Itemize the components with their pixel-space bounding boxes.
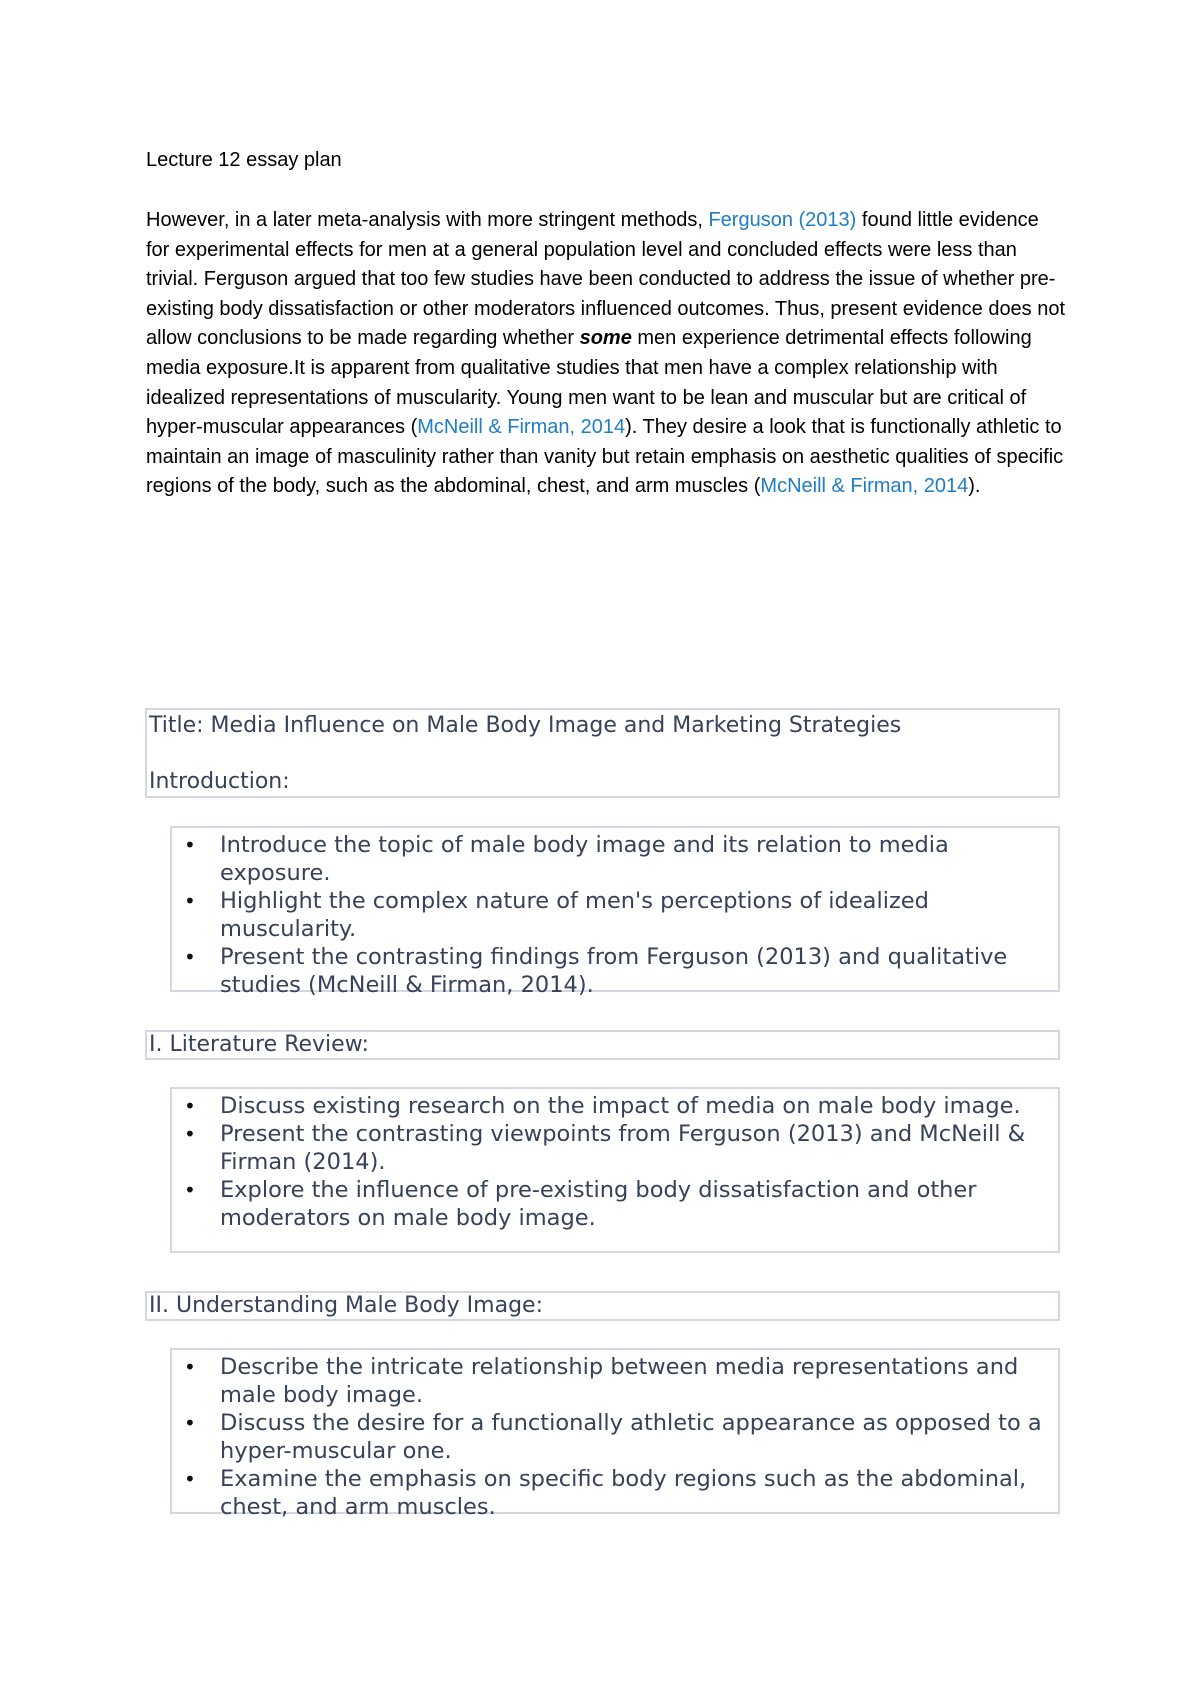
introduction-label: Introduction: xyxy=(149,769,290,794)
bullet-icon: • xyxy=(184,1122,196,1146)
outline-title-box xyxy=(145,708,1060,798)
section-2-label: II. Understanding Male Body Image: xyxy=(149,1293,543,1318)
list-item xyxy=(172,831,1058,887)
list-item-text: Describe the intricate relationship between media representations and male body image. xyxy=(220,1354,1019,1408)
list-item xyxy=(172,1465,1058,1521)
section-2-box xyxy=(145,1291,1060,1321)
list-item-text: Explore the influence of pre-existing body dissatisfaction and other moderators on male body image. xyxy=(220,1177,977,1231)
bullet-icon: • xyxy=(184,1094,196,1118)
body-paragraph xyxy=(146,206,1066,502)
list-item-text: Discuss the desire for a functionally athletic appearance as opposed to a hyper-muscular one. xyxy=(220,1410,1042,1464)
list-item xyxy=(172,1409,1058,1465)
bullet-icon: • xyxy=(184,889,196,913)
section-2-list xyxy=(172,1353,1058,1521)
citation-link[interactable]: McNeill & Firman, 2014 xyxy=(417,416,626,439)
list-item xyxy=(172,1120,1058,1176)
list-item xyxy=(172,1353,1058,1409)
paragraph-text: However, in a later meta-analysis with more stringent methods, xyxy=(146,209,709,231)
list-item-text: Highlight the complex nature of men's perceptions of idealized muscularity. xyxy=(220,888,929,942)
citation-link[interactable]: Ferguson (2013) xyxy=(708,209,857,231)
paragraph-text: men experience detrimental effects following media exposure.It is apparent from qualitative studies that men have a complex relationship with idealized representations of muscularity. Young men want to be lean and muscular but are critical of hyper-muscular appearances ( xyxy=(146,327,1032,439)
bullet-icon: • xyxy=(184,1411,196,1435)
section-1-label: I. Literature Review: xyxy=(149,1032,369,1057)
emphasis-text: some xyxy=(579,327,632,350)
bullet-icon: • xyxy=(184,1467,196,1491)
introduction-list-box xyxy=(170,826,1060,998)
list-item-text: Discuss existing research on the impact of media on male body image. xyxy=(220,1093,1021,1119)
list-item-text: Present the contrasting viewpoints from Ferguson (2013) and McNeill & Firman (2014). xyxy=(220,1121,1026,1175)
list-item xyxy=(172,943,1058,999)
section-1-list-box xyxy=(170,1087,1060,1253)
list-item-text: Present the contrasting findings from Ferguson (2013) and qualitative studies (McNeill & Firman, 2014). xyxy=(220,944,1008,998)
paragraph-text: ). They desire a look that is functionally athletic to maintain an image of masculinity rather than vanity but retain emphasis on aesthetic qualities of specific regions of the body, such as the abdominal, chest, and arm muscles ( xyxy=(146,416,1064,498)
list-item xyxy=(172,1176,1058,1232)
bullet-icon: • xyxy=(184,833,196,857)
document-heading: Lecture 12 essay plan xyxy=(146,149,342,171)
section-2-list-box xyxy=(170,1348,1060,1520)
list-item xyxy=(172,887,1058,943)
list-item xyxy=(172,1092,1058,1120)
outline-title: Title: Media Influence on Male Body Image and Marketing Strategies xyxy=(149,713,902,738)
bullet-icon: • xyxy=(184,1178,196,1202)
introduction-list xyxy=(172,831,1058,999)
paragraph-text: ). xyxy=(968,475,981,498)
citation-link[interactable]: McNeill & Firman, 2014 xyxy=(760,475,969,498)
section-1-box xyxy=(145,1030,1060,1060)
bullet-icon: • xyxy=(184,1355,196,1379)
bullet-icon: • xyxy=(184,945,196,969)
section-1-list xyxy=(172,1092,1058,1232)
paragraph-text: found little evidence for experimental effects for men at a general population level and concluded effects were less than trivial. Ferguson argued that too few studies have been conducted to address the issue of whether pre-existing body dissatisfaction or other moderators influenced outcomes. Thus, present evidence does not allow conclusions to be made regarding whether xyxy=(146,209,1066,350)
list-item-text: Introduce the topic of male body image and its relation to media exposure. xyxy=(220,832,949,886)
list-item-text: Examine the emphasis on specific body regions such as the abdominal, chest, and arm muscles. xyxy=(220,1466,1027,1520)
